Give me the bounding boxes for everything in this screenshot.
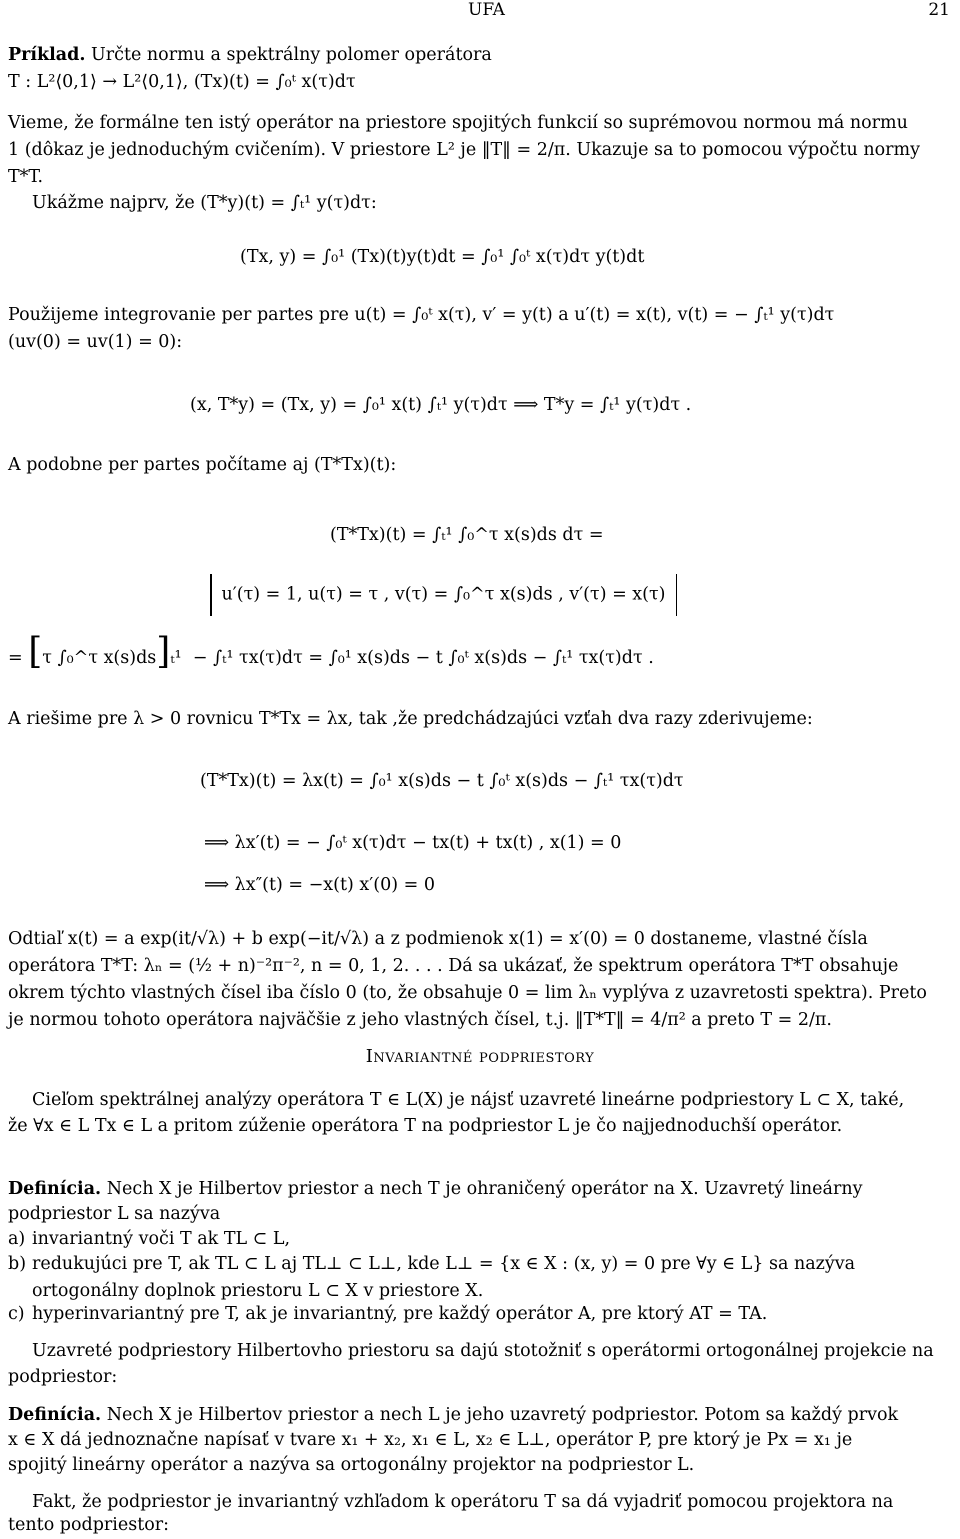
definition-2-line1 <box>8 1402 954 1429</box>
item-text: invariantný voči T ak TL ⊂ L, <box>32 1229 291 1249</box>
definition-1-after-line2: podpriestor: <box>8 1367 118 1387</box>
para6-line3: okrem týchto vlastných čísel iba číslo 0 (to, že obsahuje 0 = lim λₙ vyplýva z uzavretosti spektra). Preto <box>8 983 927 1003</box>
example-task: Určte normu a spektrálny polomer operátora <box>91 45 492 65</box>
section-title: Invariantné podpriestory <box>365 1046 595 1067</box>
para6-line2: operátora T*T: λₙ = (½ + n)⁻²π⁻², n = 0, 1, 2. . . . Dá sa ukázať, že spektrum operátora T*T obsahuje <box>8 956 899 976</box>
equation-8: ⟹ λx″(t) = −x(t) x′(0) = 0 <box>204 875 435 895</box>
example-label: Príklad. <box>8 45 86 65</box>
section-intro-line1: Cieľom spektrálnej analýzy operátora T ∈ L(X) je nájsť uzavreté lineárne podpriestory L ⊂ X, také, <box>32 1090 905 1110</box>
definition-item-a <box>8 1226 954 1253</box>
definition-1-after-line1: Uzavreté podpriestory Hilbertovho priestoru sa dajú stotožniť s operátormi ortogonálnej projekcie na <box>32 1341 934 1361</box>
item-label: a) <box>8 1229 26 1249</box>
equation-5-limits: ₜ¹ <box>170 648 182 668</box>
para3-line2: (uv(0) = uv(1) = 0): <box>8 332 183 352</box>
definition-2-line3: spojitý lineárny operátor a nazýva sa ortogonálny projektor na podpriestor L. <box>8 1455 695 1475</box>
definition-1-label: Definícia. <box>8 1179 102 1199</box>
para1-line2: 1 (dôkaz je jednoduchým cvičením). V priestore L² je ‖T‖ = 2/π. Ukazuje sa to pomocou výpočtu normy <box>8 140 920 160</box>
para2: Ukážme najprv, že (T*y)(t) = ∫ₜ¹ y(τ)dτ: <box>32 193 377 213</box>
abs-bar-right <box>676 574 678 616</box>
definition-item-c <box>8 1301 954 1328</box>
equation-1: (Tx, y) = ∫₀¹ (Tx)(t)y(t)dt = ∫₀¹ ∫₀ᵗ x(τ)dτ y(t)dt <box>240 247 645 267</box>
header-title: UFA <box>468 0 505 20</box>
para5: A riešime pre λ > 0 rovnicu T*Tx = λx, tak ,že predchádzajúci vzťah dva razy zderivujeme: <box>8 709 813 729</box>
para6-line1: Odtiaľ x(t) = a exp(it/√λ) + b exp(−it/√λ) a z podmienok x(1) = x′(0) = 0 dostaneme, vlastné čísla <box>8 929 868 949</box>
fact-line2: tento podpriestor: <box>8 1515 170 1535</box>
section-intro-line2: že ∀x ∈ L Tx ∈ L a pritom zúženie operátora T na podpriestor L je čo najjednoduchší operátor. <box>8 1116 843 1136</box>
equation-4-inner: u′(τ) = 1, u(τ) = τ , v(τ) = ∫₀^τ x(s)ds , v′(τ) = x(τ) <box>221 584 666 605</box>
para6-line4: je normou tohoto operátora najväčšie z jeho vlastných čísel, t.j. ‖T*T‖ = 4/π² a preto T = 2/π. <box>8 1010 832 1030</box>
item-label: b) <box>8 1254 27 1274</box>
item-label: c) <box>8 1304 25 1324</box>
abs-bar-left <box>210 574 212 616</box>
example-heading <box>8 42 954 69</box>
equation-7: ⟹ λx′(t) = − ∫₀ᵗ x(τ)dτ − tx(t) + tx(t) , x(1) = 0 <box>204 833 622 853</box>
definition-item-b <box>8 1251 954 1305</box>
page-number: 21 <box>928 0 950 20</box>
definition-1-line1 <box>8 1176 954 1203</box>
definition-2-label: Definícia. <box>8 1405 102 1425</box>
para1-line1: Vieme, že formálne ten istý operátor na priestore spojitých funkcií so suprémovou normou má normu <box>8 113 908 133</box>
para3-line1: Použijeme integrovanie per partes pre u(t) = ∫₀ᵗ x(τ), v′ = y(t) a u′(t) = x(t), v(t) = − ∫ₜ¹ y(τ)dτ <box>8 305 835 325</box>
definition-2-line2: x ∈ X dá jednoznačne napísať v tvare x₁ + x₂, x₁ ∈ L, x₂ ∈ L⊥, operátor P, pre ktorý je Px = x₁ je <box>8 1430 853 1450</box>
running-header <box>8 0 952 18</box>
fact-line1: Fakt, že podpriestor je invariantný vzhľadom k operátoru T sa dá vyjadriť pomocou projektora na <box>32 1492 894 1512</box>
left-bracket-icon: [ <box>28 631 43 672</box>
equation-3: (T*Tx)(t) = ∫ₜ¹ ∫₀^τ x(s)ds dτ = <box>330 525 604 545</box>
item-text-continued: ortogonálny doplnok priestoru L ⊂ X v priestore X. <box>32 1281 484 1301</box>
right-bracket-icon: ] <box>156 631 171 672</box>
definition-2-text: Nech X je Hilbertov priestor a nech L je jeho uzavretý podpriestor. Potom sa každý prvok <box>106 1405 899 1425</box>
equation-6: (T*Tx)(t) = λx(t) = ∫₀¹ x(s)ds − t ∫₀ᵗ x(s)ds − ∫ₜ¹ τx(τ)dτ <box>200 771 684 791</box>
definition-1-line2: podpriestor L sa nazýva <box>8 1204 221 1224</box>
equation-5-rest: − ∫ₜ¹ τx(τ)dτ = ∫₀¹ x(s)ds − t ∫₀ᵗ x(s)ds − ∫ₜ¹ τx(τ)dτ . <box>192 648 654 668</box>
equation-4 <box>200 574 687 616</box>
item-text: redukujúci pre T, ak TL ⊂ L aj TL⊥ ⊂ L⊥, kde L⊥ = {x ∈ X : (x, y) = 0 pre ∀y ∈ L} sa nazýva <box>32 1254 856 1274</box>
equation-2: (x, T*y) = (Tx, y) = ∫₀¹ x(t) ∫ₜ¹ y(τ)dτ ⟹ T*y = ∫ₜ¹ y(τ)dτ . <box>190 395 692 415</box>
para4: A podobne per partes počítame aj (T*Tx)(t): <box>8 455 397 475</box>
para1-line3: T*T. <box>8 167 44 187</box>
item-text: hyperinvariantný pre T, ak je invariantný, pre každý operátor A, pre ktorý AT = TA. <box>32 1304 768 1324</box>
equation-5: = [τ ∫₀^τ x(s)ds]ₜ¹ − ∫ₜ¹ τx(τ)dτ = ∫₀¹ x(s)ds − t ∫₀ᵗ x(s)ds − ∫ₜ¹ τx(τ)dτ . <box>8 631 654 672</box>
operator-definition: T : L²⟨0,1⟩ → L²⟨0,1⟩, (Tx)(t) = ∫₀ᵗ x(τ)dτ <box>8 72 356 92</box>
definition-1-text: Nech X je Hilbertov priestor a nech T je ohraničený operátor na X. Uzavretý lineárny <box>106 1179 863 1199</box>
equation-5-bracket: τ ∫₀^τ x(s)ds <box>42 648 157 668</box>
